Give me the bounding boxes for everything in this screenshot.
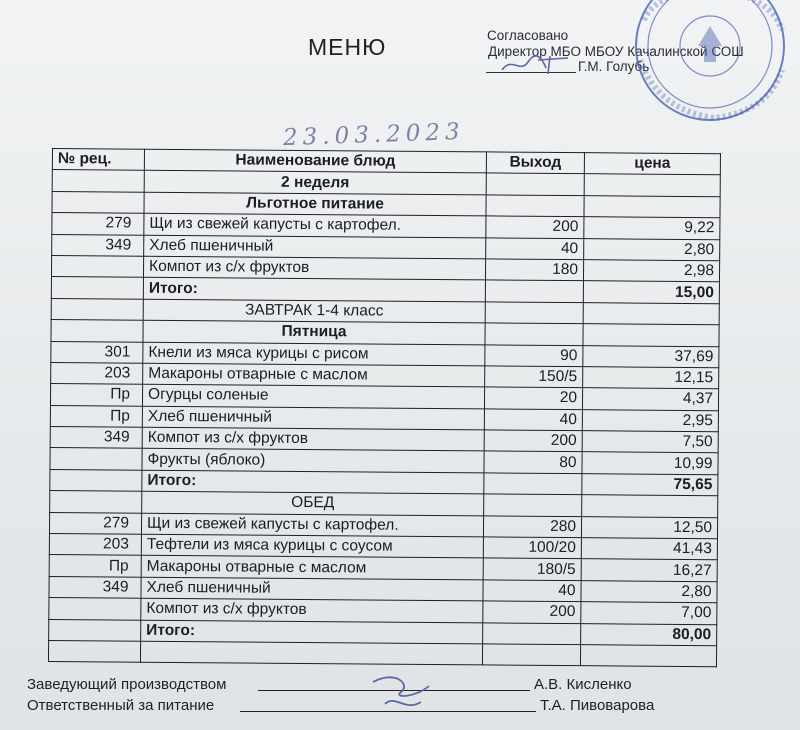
yield-cell — [486, 173, 584, 195]
production-signature — [365, 668, 445, 720]
recipe-no-cell — [48, 640, 140, 662]
recipe-no-cell: Пр — [50, 405, 142, 427]
dish-name-cell: Фрукты (яблоко) — [142, 449, 484, 473]
yield-cell: 40 — [484, 409, 582, 431]
recipe-no-cell — [50, 469, 142, 491]
yield-cell — [482, 644, 580, 666]
recipe-no-cell: 279 — [49, 512, 141, 534]
yield-cell: 100/20 — [483, 537, 581, 559]
price-cell: 2,80 — [581, 580, 717, 602]
yield-cell: 90 — [485, 344, 583, 366]
recipe-no-cell: 349 — [52, 234, 144, 256]
dish-name-cell: Итого: — [141, 620, 483, 644]
price-cell: 9,22 — [584, 217, 720, 239]
section-title-cell: 2 неделя — [144, 171, 486, 195]
dish-name-cell: Кнели из мяса курицы с рисом — [143, 342, 485, 366]
yield-cell — [485, 280, 583, 302]
section-title-cell: ОБЕД — [142, 491, 484, 515]
dish-name-cell: Хлеб пшеничный — [144, 235, 486, 259]
footer-responsible-name: Т.А. Пивоварова — [540, 697, 655, 714]
yield-cell: 200 — [483, 601, 581, 623]
recipe-no-cell — [49, 598, 141, 620]
blank-row — [48, 640, 716, 667]
approval-label: Согласовано — [487, 28, 569, 43]
section-title-cell: ЗАВТРАК 1-4 класс — [143, 299, 485, 323]
recipe-no-cell — [50, 491, 142, 513]
menu-date: 23.03.2023 — [282, 118, 466, 152]
dish-name-cell — [140, 641, 482, 665]
yield-cell: 20 — [484, 387, 582, 409]
recipe-no-cell — [50, 448, 142, 470]
price-cell — [580, 645, 716, 667]
recipe-no-cell: 279 — [52, 213, 144, 235]
dish-name-cell: Итого: — [143, 278, 485, 302]
yield-cell — [485, 323, 583, 345]
yield-cell: 150/5 — [485, 366, 583, 388]
price-cell: 2,95 — [582, 409, 718, 431]
footer-production-label: Заведующий производством — [27, 676, 227, 693]
yield-cell: 280 — [483, 516, 581, 538]
price-cell — [582, 495, 718, 517]
footer-responsible-line — [240, 711, 536, 712]
dish-name-cell: Макароны отварные с маслом — [143, 363, 485, 387]
yield-cell — [484, 473, 582, 495]
price-cell — [584, 195, 720, 217]
recipe-no-cell: Пр — [49, 555, 141, 577]
recipe-no-cell — [52, 170, 144, 192]
recipe-no-cell — [51, 277, 143, 299]
recipe-no-cell: 203 — [49, 534, 141, 556]
approval-signer: Г.М. Голубь — [578, 59, 650, 74]
yield-cell: 200 — [484, 430, 582, 452]
header-yield: Выход — [486, 152, 584, 174]
dish-name-cell: Итого: — [142, 470, 484, 494]
footer-responsible-label: Ответственный за питание — [27, 697, 215, 714]
director-signature — [498, 52, 578, 78]
dish-name-cell: Щи из свежей капусты с картофел. — [141, 513, 483, 537]
recipe-no-cell — [52, 191, 144, 213]
yield-cell: 180/5 — [483, 558, 581, 580]
price-cell: 2,98 — [583, 260, 719, 282]
yield-cell: 80 — [484, 451, 582, 473]
header-dish-name: Наименование блюд — [144, 149, 486, 173]
dish-name-cell: Хлеб пшеничный — [141, 577, 483, 601]
yield-cell — [486, 195, 584, 217]
footer-production-name: А.В. Кисленко — [534, 676, 632, 693]
recipe-no-cell — [51, 255, 143, 277]
recipe-no-cell — [51, 298, 143, 320]
yield-cell: 40 — [486, 237, 584, 259]
price-cell: 4,37 — [582, 388, 718, 410]
price-cell: 16,27 — [581, 559, 717, 581]
header-price: цена — [584, 153, 720, 175]
price-cell: 75,65 — [582, 474, 718, 496]
section-title-cell: Льготное питание — [144, 192, 486, 216]
price-cell: 7,00 — [581, 602, 717, 624]
price-cell — [584, 174, 720, 196]
yield-cell: 200 — [486, 216, 584, 238]
price-cell: 37,69 — [583, 345, 719, 367]
dish-name-cell: Компот из с/х фруктов — [141, 598, 483, 622]
dish-name-cell: Компот из с/х фруктов — [142, 427, 484, 451]
price-cell: 7,50 — [582, 431, 718, 453]
yield-cell — [483, 622, 581, 644]
price-cell: 2,80 — [584, 238, 720, 260]
yield-cell — [484, 494, 582, 516]
price-cell — [583, 302, 719, 324]
recipe-no-cell: Пр — [50, 384, 142, 406]
yield-cell: 40 — [483, 580, 581, 602]
dish-name-cell: Огурцы соленые — [142, 385, 484, 409]
recipe-no-cell: 349 — [49, 576, 141, 598]
dish-name-cell: Тефтели из мяса курицы с соусом — [141, 534, 483, 558]
price-cell: 15,00 — [583, 281, 719, 303]
approval-position: Директор МБО МБОУ Качалинской СОШ — [488, 44, 744, 59]
dish-name-cell: Хлеб пшеничный — [142, 406, 484, 430]
dish-name-cell: Макароны отварные с маслом — [141, 556, 483, 580]
price-cell: 12,50 — [581, 516, 717, 538]
menu-table — [48, 148, 721, 668]
recipe-no-cell: 349 — [50, 427, 142, 449]
price-cell: 10,99 — [582, 452, 718, 474]
recipe-no-cell — [49, 619, 141, 641]
price-cell — [583, 324, 719, 346]
dish-name-cell: Щи из свежей капусты с картофел. — [144, 213, 486, 237]
recipe-no-cell: 301 — [51, 341, 143, 363]
document-title: МЕНЮ — [308, 34, 387, 60]
recipe-no-cell — [51, 320, 143, 342]
price-cell: 41,43 — [581, 538, 717, 560]
recipe-no-cell: 203 — [51, 362, 143, 384]
price-cell: 12,15 — [583, 367, 719, 389]
yield-cell: 180 — [485, 259, 583, 281]
official-seal — [618, 0, 790, 122]
section-title-cell: Пятница — [143, 320, 485, 344]
header-recipe-no: № рец. — [52, 149, 144, 171]
yield-cell — [485, 302, 583, 324]
price-cell: 80,00 — [581, 623, 717, 645]
dish-name-cell: Компот из с/х фруктов — [143, 256, 485, 280]
